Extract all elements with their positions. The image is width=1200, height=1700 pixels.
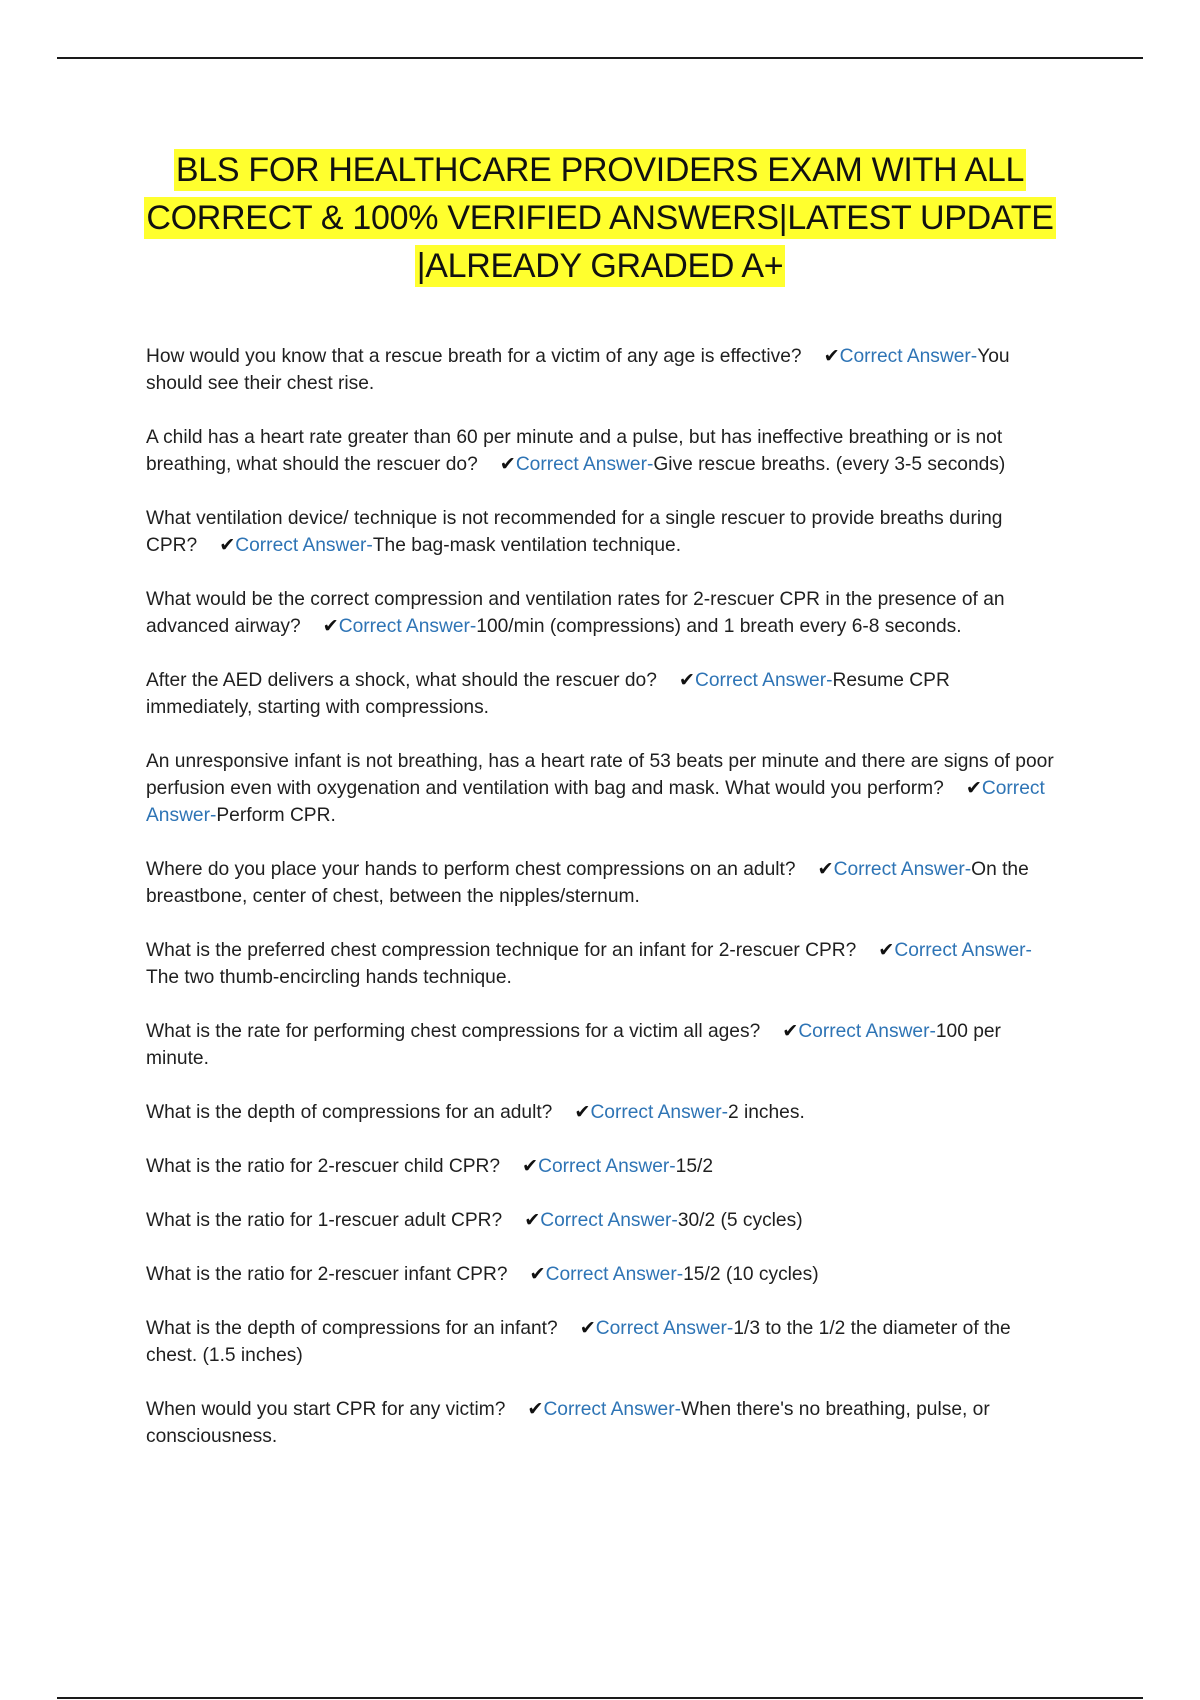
correct-answer-label: Correct Answer- [540, 1210, 678, 1231]
qa-item [146, 343, 1056, 397]
question-text: What is the ratio for 2-rescuer child CPR? [146, 1156, 501, 1177]
check-icon: ✔ [823, 346, 840, 367]
qa-item [146, 1261, 1056, 1288]
question-text: What is the preferred chest compression technique for an infant for 2-rescuer CPR? [146, 940, 857, 961]
header-rule [57, 57, 1143, 59]
answer-text: The bag-mask ventilation technique. [372, 535, 682, 556]
check-icon: ✔ [219, 535, 236, 556]
qa-list [146, 343, 1056, 1477]
answer-text: 100 per minute. [146, 1021, 1001, 1069]
question-text: An unresponsive infant is not breathing, has a heart rate of 53 beats per minute and there are signs of poor perfusion even with oxygenation and ventilation with bag and mask. What would you perform? [146, 751, 1054, 799]
question-text: What is the depth of compressions for an adult? [146, 1102, 553, 1123]
correct-answer-label: Correct Answer- [839, 346, 978, 367]
answer-text: 15/2 [675, 1156, 714, 1177]
qa-item [146, 1153, 1056, 1180]
qa-item [146, 586, 1056, 640]
correct-answer-label: Correct Answer- [146, 778, 1045, 826]
qa-item [146, 1018, 1056, 1072]
answer-text: Resume CPR immediately, starting with compressions. [146, 670, 950, 718]
answer-text: Give rescue breaths. (every 3-5 seconds) [653, 454, 1006, 475]
correct-answer-label: Correct Answer- [694, 670, 833, 691]
answer-text: Perform CPR. [216, 805, 336, 826]
qa-item [146, 1099, 1056, 1126]
check-icon: ✔ [574, 1102, 591, 1123]
correct-answer-label: Correct Answer- [545, 1264, 684, 1285]
check-icon: ✔ [322, 616, 339, 637]
check-icon: ✔ [678, 670, 695, 691]
correct-answer-label: Correct Answer- [590, 1102, 728, 1123]
correct-answer-label: Correct Answer- [894, 940, 1032, 961]
correct-answer-label: Correct Answer- [798, 1021, 936, 1042]
qa-item [146, 748, 1056, 829]
qa-item [146, 937, 1056, 991]
answer-text: 30/2 (5 cycles) [677, 1210, 803, 1231]
answer-text: On the breastbone, center of chest, between the nipples/sternum. [146, 859, 1029, 907]
correct-answer-label: Correct Answer- [338, 616, 477, 637]
check-icon: ✔ [529, 1264, 546, 1285]
qa-item [146, 424, 1056, 478]
check-icon: ✔ [524, 1210, 541, 1231]
question-text: What ventilation device/ technique is not recommended for a single rescuer to provide breaths during CPR? [146, 508, 1003, 556]
correct-answer-label: Correct Answer- [543, 1399, 681, 1420]
correct-answer-label: Correct Answer- [595, 1318, 734, 1339]
answer-text: The two thumb-encircling hands technique. [146, 967, 512, 988]
answer-text: When there's no breathing, pulse, or consciousness. [146, 1399, 990, 1447]
qa-item [146, 856, 1056, 910]
qa-item [146, 1315, 1056, 1369]
question-text: What is the ratio for 1-rescuer adult CPR? [146, 1210, 503, 1231]
check-icon: ✔ [527, 1399, 544, 1420]
title-highlight: BLS FOR HEALTHCARE PROVIDERS EXAM WITH ALL CORRECT & 100% VERIFIED ANSWERS|LATEST UPDATE |ALREADY GRADED A+ [146, 151, 1054, 285]
correct-answer-label: Correct Answer- [538, 1156, 676, 1177]
question-text: When would you start CPR for any victim? [146, 1399, 506, 1420]
question-text: A child has a heart rate greater than 60 per minute and a pulse, but has ineffective breathing or is not breathing, what should the rescuer do? [146, 427, 1003, 475]
correct-answer-label: Correct Answer- [833, 859, 972, 880]
correct-answer-label: Correct Answer- [515, 454, 654, 475]
document-title [100, 146, 1100, 290]
answer-text: 2 inches. [727, 1102, 805, 1123]
question-text: What is the rate for performing chest compressions for a victim all ages? [146, 1021, 761, 1042]
question-text: What would be the correct compression and ventilation rates for 2-rescuer CPR in the presence of an advanced airway? [146, 589, 1005, 637]
question-text: After the AED delivers a shock, what should the rescuer do? [146, 670, 657, 691]
answer-text: You should see their chest rise. [146, 346, 1010, 394]
question-text: What is the ratio for 2-rescuer infant CPR? [146, 1264, 508, 1285]
qa-item [146, 1207, 1056, 1234]
check-icon: ✔ [499, 454, 516, 475]
check-icon: ✔ [965, 778, 982, 799]
check-icon: ✔ [579, 1318, 596, 1339]
check-icon: ✔ [817, 859, 834, 880]
answer-text: 15/2 (10 cycles) [683, 1264, 819, 1285]
question-text: What is the depth of compressions for an infant? [146, 1318, 558, 1339]
qa-item [146, 1396, 1056, 1450]
qa-item [146, 667, 1056, 721]
answer-text: 100/min (compressions) and 1 breath every 6-8 seconds. [476, 616, 962, 637]
qa-item [146, 505, 1056, 559]
check-icon: ✔ [782, 1021, 799, 1042]
question-text: How would you know that a rescue breath for a victim of any age is effective? [146, 346, 802, 367]
question-text: Where do you place your hands to perform chest compressions on an adult? [146, 859, 796, 880]
footer-rule [57, 1697, 1143, 1699]
correct-answer-label: Correct Answer- [235, 535, 373, 556]
check-icon: ✔ [522, 1156, 539, 1177]
answer-text: 1/3 to the 1/2 the diameter of the chest. (1.5 inches) [146, 1318, 1011, 1366]
check-icon: ✔ [878, 940, 895, 961]
